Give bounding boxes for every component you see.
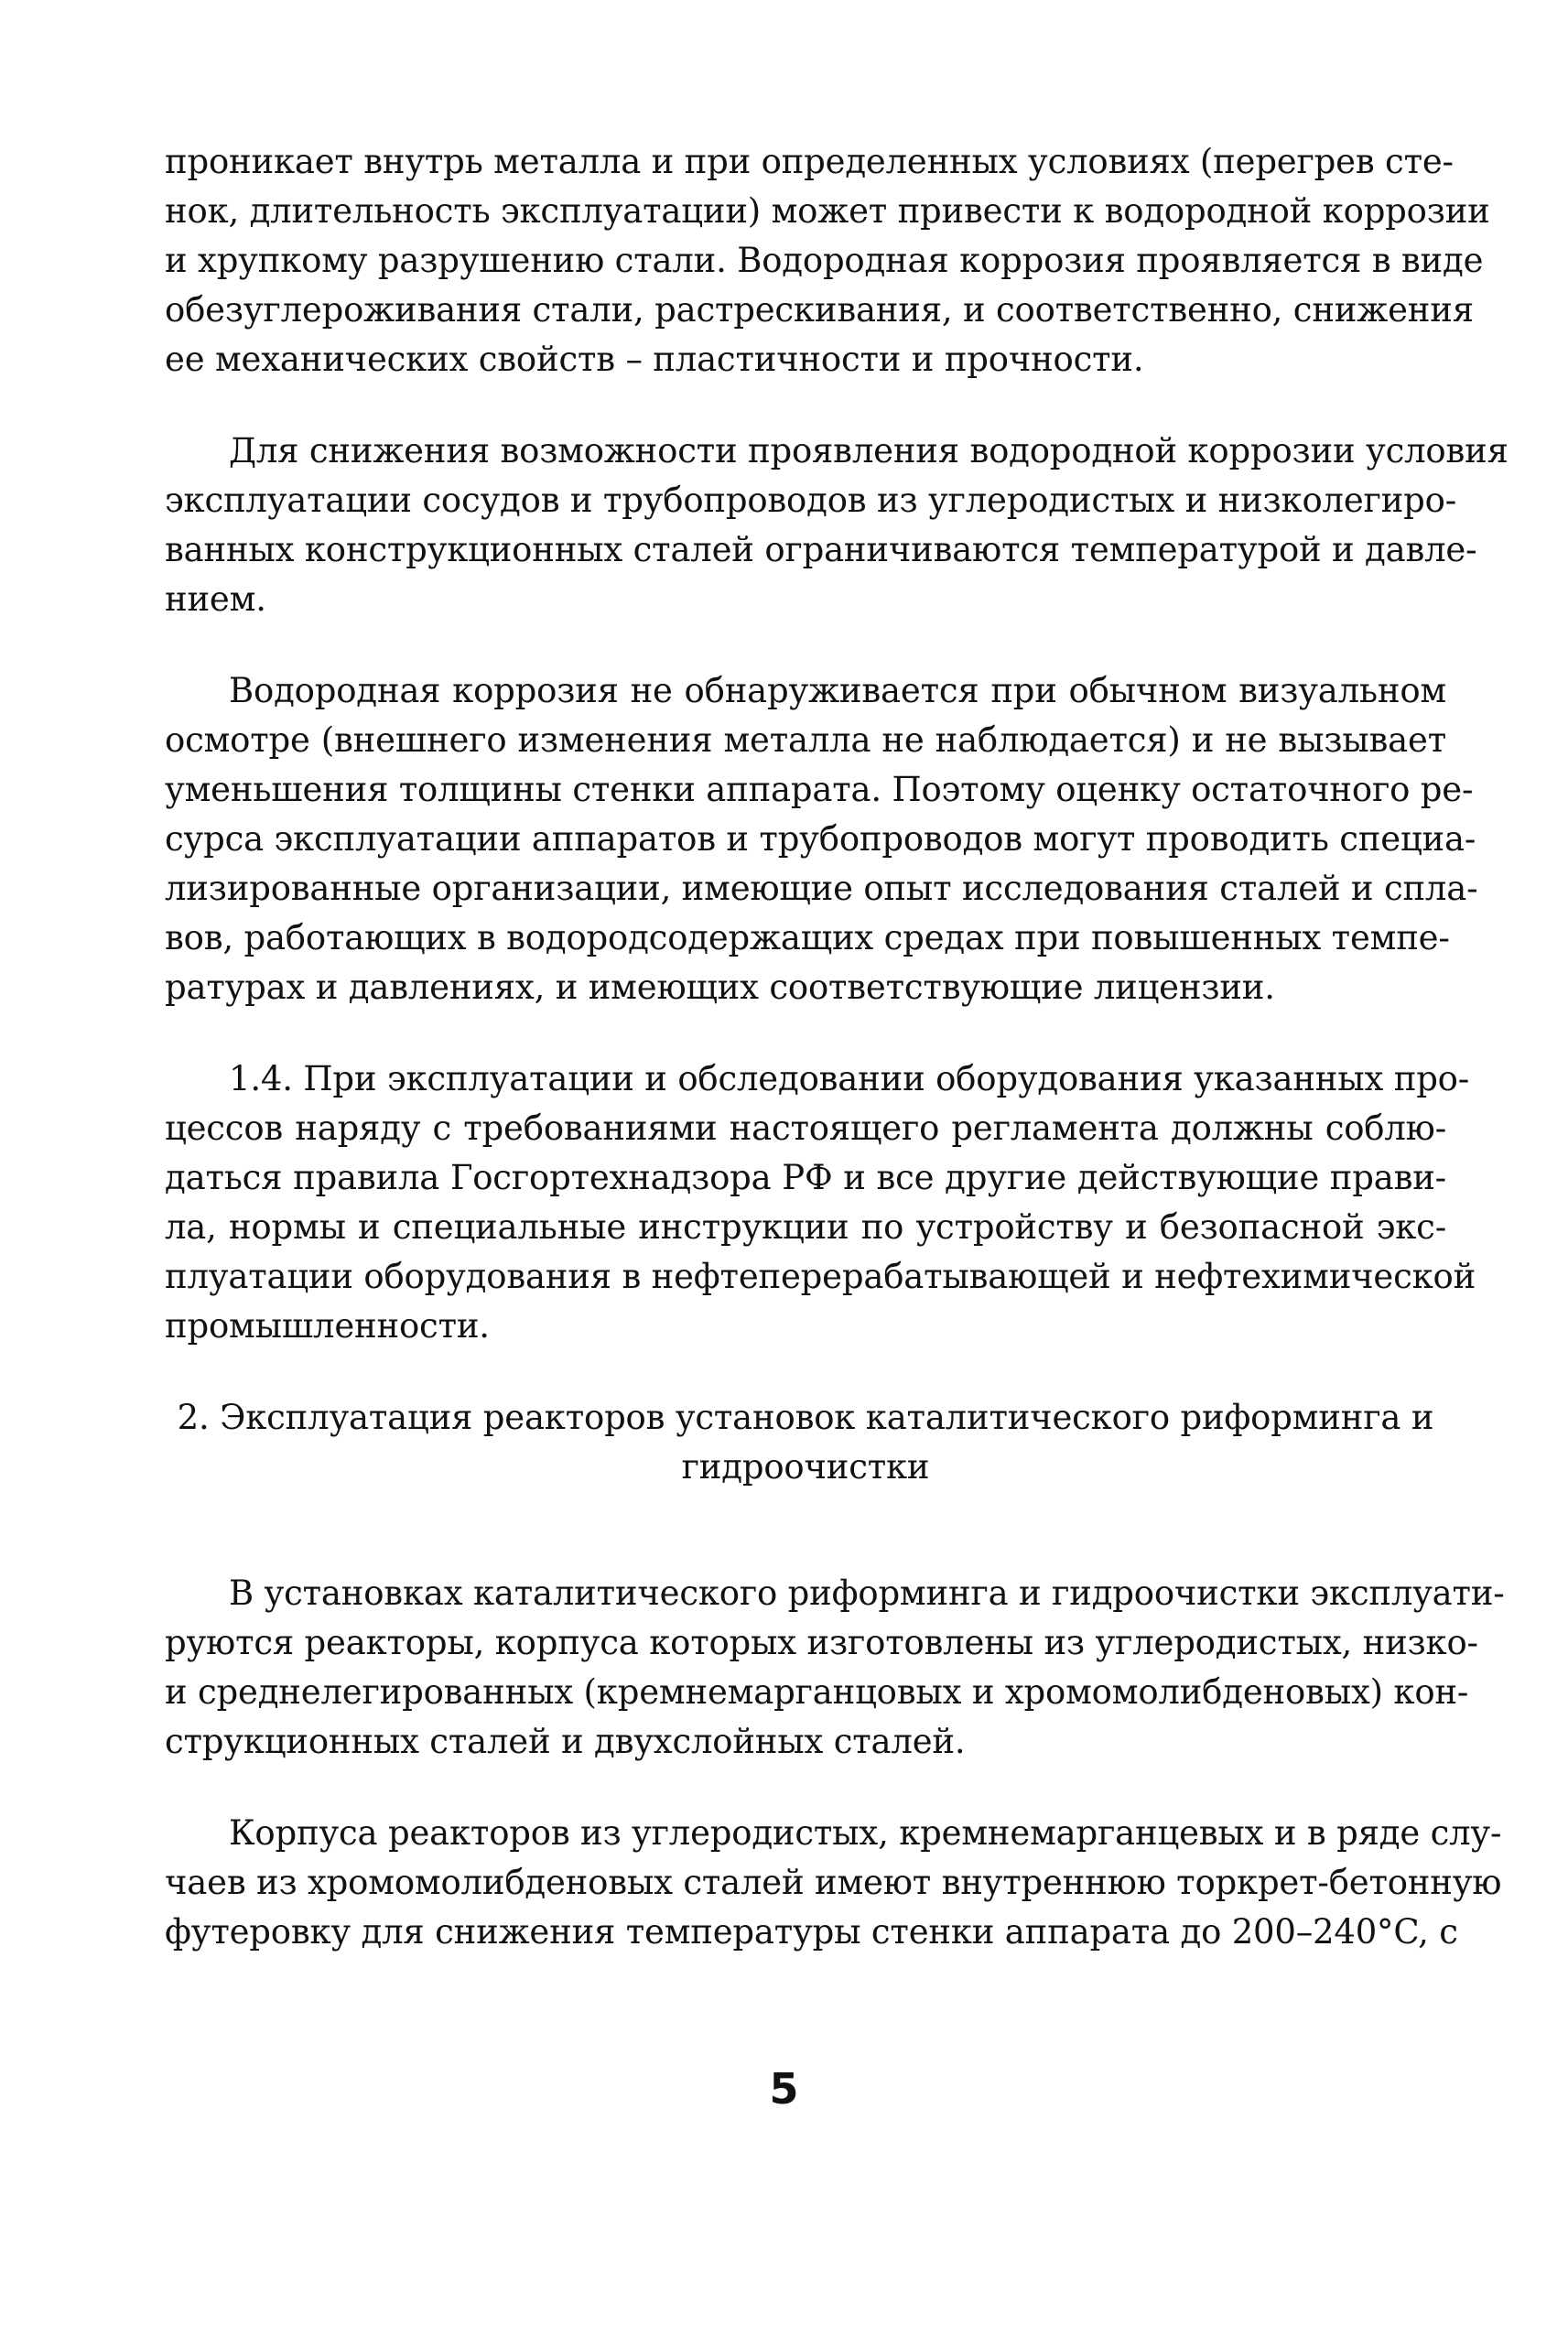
text-line: обезуглероживания стали, растрескивания, и соответственно, снижения bbox=[165, 290, 1474, 330]
text-line: эксплуатации сосудов и трубопроводов из углеродистых и низколегиро- bbox=[165, 481, 1457, 520]
text-line: чаев из хромомолибденовых сталей имеют внутреннюю торкрет-бетонную bbox=[165, 1863, 1502, 1902]
text-line: Для снижения возможности проявления водородной коррозии условия bbox=[229, 431, 1509, 470]
text-line: сурса эксплуатации аппаратов и трубопроводов могут проводить специа- bbox=[165, 819, 1476, 859]
text-line: футеровку для снижения температуры стенки аппарата до 200–240°C, с bbox=[165, 1912, 1458, 1952]
text-line: вов, работающих в водородсодержащих средах при повышенных темпе- bbox=[165, 918, 1450, 957]
text-line: нием. bbox=[165, 579, 266, 619]
text-line: даться правила Госгортехнадзора РФ и все другие действующие прави- bbox=[165, 1158, 1446, 1197]
text-line: ла, нормы и специальные инструкции по устройству и безопасной экс- bbox=[165, 1207, 1446, 1247]
paragraph-hydrogen-penetration bbox=[165, 137, 1490, 384]
text-line: лизированные организации, имеющие опыт исследования сталей и спла- bbox=[165, 869, 1478, 908]
text-line: промышленности. bbox=[165, 1306, 490, 1346]
text-line: и хрупкому разрушению стали. Водородная коррозия проявляется в виде bbox=[165, 241, 1484, 280]
paragraph-section-1-4 bbox=[165, 1054, 1476, 1351]
text-line: и среднелегированных (кремнемарганцовых и хромомолибденовых) кон- bbox=[165, 1672, 1469, 1712]
text-line: осмотре (внешнего изменения металла не наблюдается) и не вызывает bbox=[165, 720, 1446, 760]
text-line: 1.4. При эксплуатации и обследовании оборудования указанных про- bbox=[229, 1059, 1470, 1098]
heading-line: 2. Эксплуатация реакторов установок каталитического риформинга и bbox=[177, 1398, 1434, 1437]
page-body bbox=[165, 137, 1509, 1999]
paragraph-reactor-lining bbox=[165, 1809, 1502, 1957]
section-heading bbox=[165, 1393, 1446, 1492]
paragraph-operating-limits bbox=[165, 427, 1509, 624]
paragraph-detection bbox=[165, 666, 1478, 1012]
text-line: уменьшения толщины стенки аппарата. Поэтому оценку остаточного ре- bbox=[165, 770, 1474, 809]
text-line: руются реакторы, корпуса которых изготовлены из углеродистых, низко- bbox=[165, 1623, 1478, 1662]
paragraph-reactor-materials bbox=[165, 1569, 1505, 1767]
text-line: Водородная коррозия не обнаруживается при обычном визуальном bbox=[229, 671, 1446, 710]
text-line: В установках каталитического риформинга и гидроочистки эксплуати- bbox=[229, 1573, 1505, 1613]
text-line: струкционных сталей и двухслойных сталей. bbox=[165, 1722, 966, 1761]
text-line: Корпуса реакторов из углеродистых, кремнемарганцевых и в ряде слу- bbox=[229, 1813, 1502, 1853]
text-line: проникает внутрь металла и при определенных условиях (перегрев сте- bbox=[165, 142, 1454, 181]
text-line: цессов наряду с требованиями настоящего регламента должны соблю- bbox=[165, 1108, 1446, 1148]
heading-line: гидроочистки bbox=[681, 1447, 930, 1487]
text-line: ее механических свойств – пластичности и прочности. bbox=[165, 340, 1144, 379]
text-line: плуатации оборудования в нефтеперерабатывающей и нефтехимической bbox=[165, 1257, 1476, 1296]
text-line: ванных конструкционных сталей ограничиваются температурой и давле- bbox=[165, 530, 1477, 569]
text-line: нок, длительность эксплуатации) может привести к водородной коррозии bbox=[165, 191, 1490, 231]
page-number: 5 bbox=[769, 2064, 799, 2114]
text-line: ратурах и давлениях, и имеющих соответствующие лицензии. bbox=[165, 968, 1275, 1007]
